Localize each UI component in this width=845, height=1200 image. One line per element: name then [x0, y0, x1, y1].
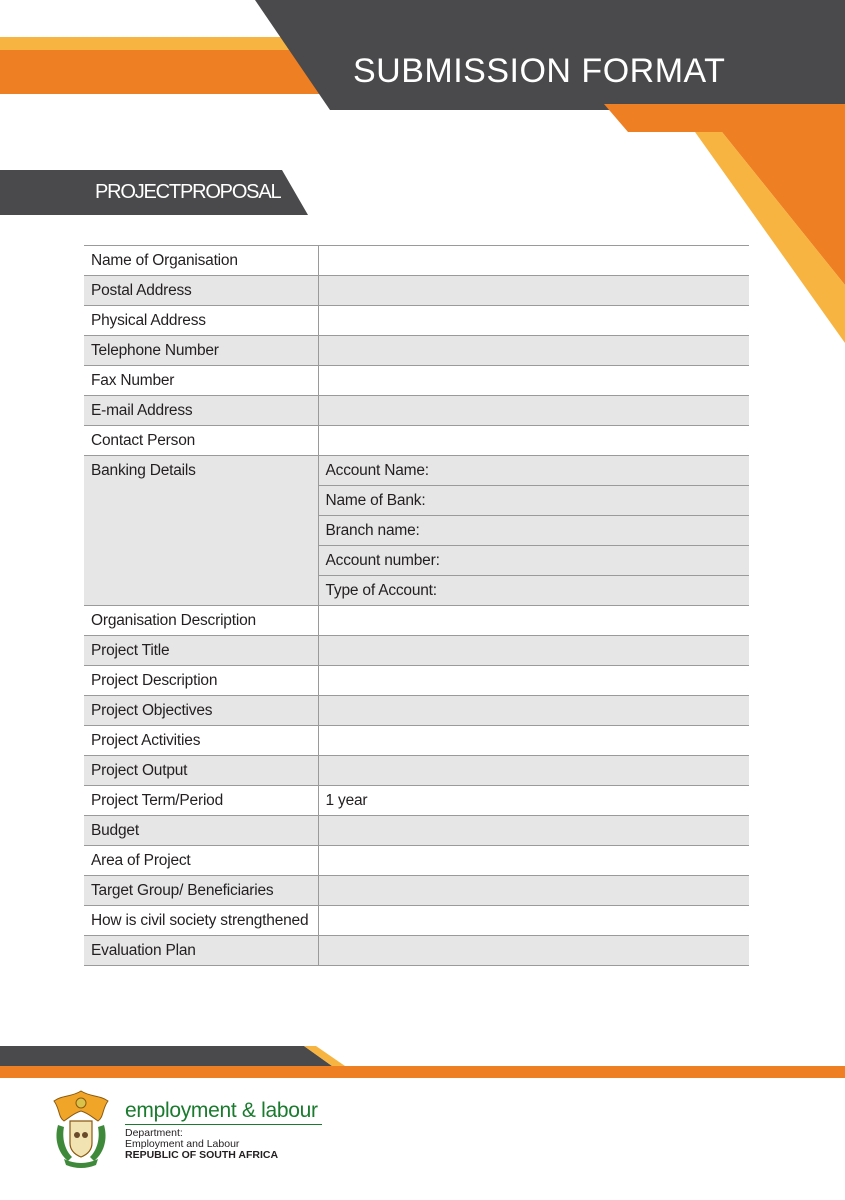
footer-orange-stripe [0, 1066, 845, 1078]
row-value-field[interactable] [318, 666, 749, 696]
account-name-field[interactable]: Account Name: [318, 456, 749, 486]
row-label: Project Objectives [84, 696, 318, 726]
row-value-field[interactable] [318, 396, 749, 426]
brand-underline [125, 1124, 322, 1125]
department-subtitle [125, 1128, 278, 1161]
row-value-field[interactable] [318, 276, 749, 306]
dept-line-1: Department: [125, 1127, 183, 1139]
form-row [84, 606, 749, 636]
row-value-field[interactable] [318, 936, 749, 966]
row-label: Fax Number [84, 366, 318, 396]
form-row [84, 426, 749, 456]
row-value-field[interactable] [318, 636, 749, 666]
row-label: How is civil society strengthened [84, 906, 318, 936]
form-row [84, 786, 749, 816]
row-label: Project Title [84, 636, 318, 666]
footer-dark-stripe [0, 1046, 332, 1066]
row-value-field[interactable] [318, 246, 749, 276]
row-value-field[interactable] [318, 726, 749, 756]
row-label: Project Term/Period [84, 786, 318, 816]
row-value-field[interactable] [318, 336, 749, 366]
row-value-field[interactable] [318, 846, 749, 876]
proposal-form-table [84, 245, 749, 966]
dept-line-3: REPUBLIC OF SOUTH AFRICA [125, 1149, 279, 1161]
row-value-field[interactable] [318, 876, 749, 906]
banking-row [84, 456, 749, 486]
row-value-field[interactable] [318, 756, 749, 786]
project-term-value[interactable]: 1 year [318, 786, 749, 816]
form-row [84, 306, 749, 336]
row-label: Name of Organisation [84, 246, 318, 276]
header-light-orange-stripe [0, 37, 306, 50]
coat-of-arms-icon [50, 1087, 112, 1169]
row-value-field[interactable] [318, 696, 749, 726]
row-label: E-mail Address [84, 396, 318, 426]
page-title: SUBMISSION FORMAT [353, 52, 726, 90]
form-row [84, 936, 749, 966]
section-tab-label: PROJECTPROPOSAL [95, 181, 281, 203]
form-row [84, 366, 749, 396]
row-label: Telephone Number [84, 336, 318, 366]
row-label: Target Group/ Beneficiaries [84, 876, 318, 906]
row-label: Project Output [84, 756, 318, 786]
account-number-field[interactable]: Account number: [318, 546, 749, 576]
form-row [84, 726, 749, 756]
row-label: Area of Project [84, 846, 318, 876]
row-label: Physical Address [84, 306, 318, 336]
row-value-field[interactable] [318, 816, 749, 846]
account-type-field[interactable]: Type of Account: [318, 576, 749, 606]
bank-name-field[interactable]: Name of Bank: [318, 486, 749, 516]
form-row [84, 396, 749, 426]
form-row [84, 666, 749, 696]
row-label: Postal Address [84, 276, 318, 306]
form-row [84, 336, 749, 366]
dept-line-2: Employment and Labour [125, 1138, 240, 1150]
form-row [84, 636, 749, 666]
form-row [84, 696, 749, 726]
form-row [84, 276, 749, 306]
branch-name-field[interactable]: Branch name: [318, 516, 749, 546]
row-value-field[interactable] [318, 306, 749, 336]
row-label: Project Description [84, 666, 318, 696]
header-orange-stripe [0, 50, 338, 94]
row-label: Organisation Description [84, 606, 318, 636]
banking-details-label: Banking Details [84, 456, 318, 606]
form-row [84, 906, 749, 936]
row-label: Evaluation Plan [84, 936, 318, 966]
form-row [84, 756, 749, 786]
row-value-field[interactable] [318, 606, 749, 636]
row-value-field[interactable] [318, 906, 749, 936]
row-label: Contact Person [84, 426, 318, 456]
form-row [84, 816, 749, 846]
form-row [84, 876, 749, 906]
row-value-field[interactable] [318, 426, 749, 456]
form-row [84, 846, 749, 876]
row-label: Budget [84, 816, 318, 846]
form-row [84, 246, 749, 276]
department-brand-name: employment & labour [125, 1099, 318, 1122]
row-label: Project Activities [84, 726, 318, 756]
row-value-field[interactable] [318, 366, 749, 396]
